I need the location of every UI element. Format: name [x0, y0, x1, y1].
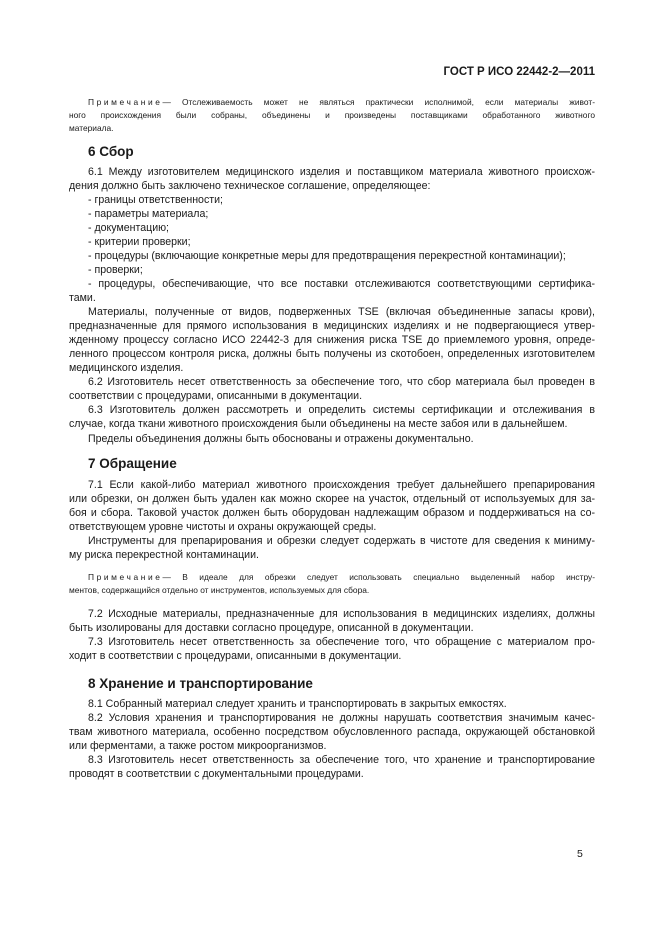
text-line: соответствии с процедурами, описанными в документации.: [69, 390, 363, 402]
heading-8: 8 Хранение и транспортирование: [88, 676, 313, 691]
text-line: - проверки;: [88, 264, 143, 276]
note-label: Примечание: [88, 572, 163, 582]
text-line: - документацию;: [88, 222, 169, 234]
para-6-1: [69, 165, 595, 193]
text-line: Пределы объединения должны быть обоснованы и отражены документально.: [88, 433, 474, 445]
bullet-5: [69, 249, 595, 263]
text-line: - границы ответственности;: [88, 194, 223, 206]
text-line: предназначенные для прямого использования в медицинских изделиях и не подвергающиеся утвер-: [69, 320, 595, 332]
para-7-2: [69, 607, 595, 635]
para-7-1: [69, 478, 595, 534]
text-line: или обрезки, он должен быть удален как можно скорее на участок, отдельный от используемых для за-: [69, 493, 595, 505]
note-label: Примечание: [88, 97, 163, 107]
text-line: тами.: [69, 292, 96, 304]
bullet-1: [69, 193, 595, 207]
text-line: случае, когда ткани животного происхождения были объединены на месте забоя или в дальнейшем.: [69, 418, 568, 430]
text-line: ментов, содержащийся отдельно от инструментов, используемых для сбора.: [69, 585, 370, 595]
text-line: 8.2 Условия хранения и транспортирования не должны нарушать соответствия значимым качес-: [88, 712, 595, 724]
para-limits: [69, 432, 595, 446]
bullet-2: [69, 207, 595, 221]
text-line: боя и сбора. Таковой участок должен быть оборудован надлежащим образом и поддерживаться на со-: [69, 507, 595, 519]
para-tools: [69, 534, 595, 562]
bullet-6: [69, 263, 595, 277]
text-line: или ферментами, а также ростом микроорганизмов.: [69, 740, 327, 752]
text-line: дения должно быть заключено техническое соглашение, определяющее:: [69, 180, 431, 192]
heading-7: 7 Обращение: [88, 456, 177, 471]
note-text: — В идеале для обрезки следует использовать специально выделенный набор инстру-: [162, 572, 595, 582]
text-line: [69, 571, 595, 584]
text-line: 8.1 Собранный материал следует хранить и транспортировать в закрытых емкостях.: [88, 698, 507, 710]
para-6-3: [69, 403, 595, 431]
text-line: ленного процессом контроля риска, должны быть получены из скотобоен, определенных изготовителем: [69, 348, 595, 360]
para-8-2: [69, 711, 595, 753]
bullet-4: [69, 235, 595, 249]
text-line: жденному процессу согласно ИСО 22442-3 для снижения риска TSE до приемлемого уровня, опреде-: [69, 334, 595, 346]
page-number: 5: [577, 848, 583, 860]
text-line: [69, 96, 595, 109]
bullet-3: [69, 221, 595, 235]
text-line: 7.1 Если какой-либо материал животного происхождения требует дальнейшего препарирования: [88, 479, 595, 491]
bullet-7: [69, 277, 595, 305]
text-line: 8.3 Изготовитель несет ответственность за обеспечение того, что хранение и транспортирование: [88, 754, 595, 766]
text-line: 6.2 Изготовитель несет ответственность за обеспечение того, что сбор материала был проведен в: [88, 376, 595, 388]
text-line: 6.1 Между изготовителем медицинского изделия и поставщиком материала животного происхож-: [88, 166, 595, 178]
text-line: - критерии проверки;: [88, 236, 191, 248]
text-line: Инструменты для препарирования и обрезки следует содержать в чистоте для сведения к миниму-: [88, 535, 595, 547]
note-1: [69, 96, 595, 135]
text-line: ного происхождения были собраны, объединены и произведены поставщиками обработанного животного: [69, 110, 595, 120]
text-line: ходит в соответствии с процедурами, описанными в документации.: [69, 650, 402, 662]
text-line: Материалы, полученные от видов, подверженных TSE (включая объединенные запасы крови),: [88, 306, 595, 318]
text-line: проводят в соответствии с документальными процедурами.: [69, 768, 364, 780]
text-line: - процедуры, обеспечивающие, что все поставки отслеживаются соответствующими сертифика-: [88, 278, 595, 290]
text-line: 6.3 Изготовитель должен рассмотреть и определить системы сертификации и отслеживания в: [88, 404, 595, 416]
text-line: материала.: [69, 123, 114, 133]
text-line: медицинского изделия.: [69, 362, 184, 374]
text-line: - процедуры (включающие конкретные меры для предотвращения перекрестной контаминации);: [88, 250, 566, 262]
para-8-3: [69, 753, 595, 781]
text-line: му риска перекрестной контаминации.: [69, 549, 259, 561]
para-materials: [69, 305, 595, 375]
para-6-2: [69, 375, 595, 403]
note-text: — Отслеживаемость может не являться практически исполнимой, если материалы живот-: [162, 97, 595, 107]
text-line: ответствующем уровне чистоты и охраны окружающей среды.: [69, 521, 377, 533]
text-line: быть изолированы для доставки согласно процедуре, описанной в документации.: [69, 622, 474, 634]
note-2: [69, 571, 595, 597]
text-line: 7.3 Изготовитель несет ответственность за обеспечение того, что обращение с материалом про-: [88, 636, 595, 648]
document-id-header: ГОСТ Р ИСО 22442-2—2011: [443, 66, 595, 78]
para-7-3: [69, 635, 595, 663]
text-line: 7.2 Исходные материалы, предназначенные для использования в медицинских изделиях, должны: [88, 608, 595, 620]
heading-6: 6 Сбор: [88, 144, 134, 159]
text-line: - параметры материала;: [88, 208, 209, 220]
para-8-1: [69, 697, 595, 711]
text-line: твам животного материала, особенно посредством обусловленного распада, окружающей обстановкой: [69, 726, 595, 738]
